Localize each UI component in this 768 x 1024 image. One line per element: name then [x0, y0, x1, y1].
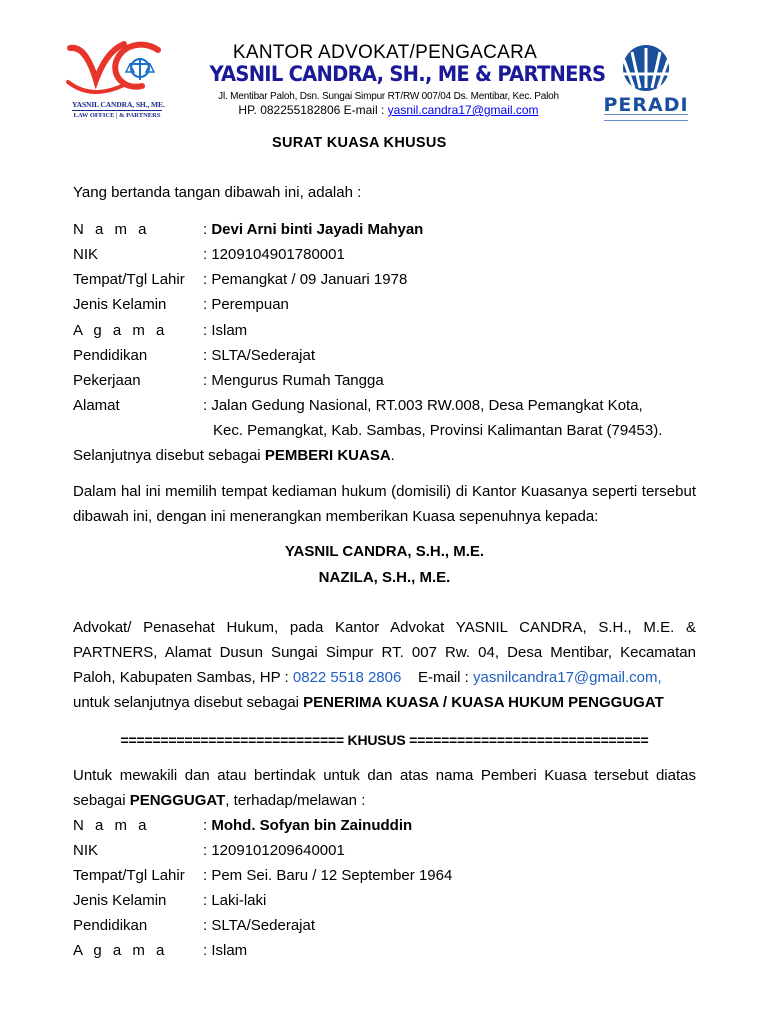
letterhead-firm-name: YASNIL CANDRA, SH., ME & PARTNERS — [209, 62, 606, 86]
peradi-wordmark: PERADI — [603, 94, 689, 116]
pemberi-jk-label: Jenis Kelamin — [73, 296, 167, 313]
tergugat-pendidikan-label: Pendidikan — [73, 917, 148, 934]
pemberi-nik-label: NIK — [73, 246, 99, 263]
tergugat-ttl-label: Tempat/Tgl Lahir — [73, 867, 185, 884]
tergugat-pendidikan-value: : SLTA/Sederajat — [203, 917, 316, 934]
tergugat-nik-value: : 1209101209640001 — [203, 842, 345, 859]
tergugat-agama-value: : Islam — [203, 942, 248, 959]
pemberi-nik-value: : 1209104901780001 — [203, 246, 345, 263]
intro-text: Yang bertanda tangan dibawah ini, adalah : — [73, 184, 362, 201]
pemberi-jk-value: : Perempuan — [203, 296, 289, 313]
tergugat-ttl-value: : Pem Sei. Baru / 12 September 1964 — [203, 867, 453, 884]
pemberi-alamat-value-2: Kec. Pemangkat, Kab. Sambas, Provinsi Kalimantan Barat (79453). — [213, 422, 663, 439]
advokat-email[interactable]: yasnilcandra17@gmail.com, — [473, 669, 662, 686]
pemberi-ttl-value: : Pemangkat / 09 Januari 1978 — [203, 271, 408, 288]
advokat-email-label: E-mail : — [401, 669, 474, 686]
pemberi-nama-label: N a m a — [73, 221, 151, 238]
kuasa-name-2: NAZILA, S.H., M.E. — [318, 569, 451, 586]
letterhead-email-link[interactable]: yasnil.candra17@gmail.com — [387, 103, 539, 117]
tergugat-nama: Mohd. Sofyan bin Zainuddin — [211, 817, 413, 834]
pemberi-kuasa-suffix: . — [390, 447, 395, 464]
letterhead-phone: HP. 082255182806 E-mail : — [238, 103, 388, 117]
pemberi-pekerjaan-value: : Mengurus Rumah Tangga — [203, 372, 384, 389]
pemberi-agama-value: : Islam — [203, 322, 248, 339]
document-title: SURAT KUASA KHUSUS — [272, 135, 447, 151]
pemberi-pekerjaan-label: Pekerjaan — [73, 372, 141, 389]
domisili-paragraph: Dalam hal ini memilih tempat kediaman hukum (domisili) di Kantor Kuasanya seperti tersebut dibawah ini, dengan ini menerangkan memberikan Kuasa sepenuhnya kepada: — [73, 483, 696, 525]
pemberi-nama-value: : Devi Arni binti Jayadi Mahyan — [203, 221, 424, 238]
peradi-subtitle-lines — [604, 114, 688, 121]
penggugat-term: PENGGUGAT — [129, 792, 226, 809]
pemberi-pendidikan-label: Pendidikan — [73, 347, 148, 364]
letterhead-contact — [196, 103, 581, 117]
kuasa-name-1: YASNIL CANDRA, S.H., M.E. — [284, 543, 485, 560]
pemberi-agama-label: A g a m a — [73, 322, 168, 339]
logo-caption-name: YASNIL CANDRA, SH., ME. — [72, 100, 165, 109]
penerima-kuasa-term: PENERIMA KUASA / KUASA HUKUM PENGGUGAT — [303, 694, 664, 711]
tergugat-jk-label: Jenis Kelamin — [73, 892, 167, 909]
pemberi-ttl-label: Tempat/Tgl Lahir — [73, 271, 185, 288]
firm-logo — [66, 40, 164, 122]
mewakili-paragraph — [73, 763, 696, 813]
peradi-emblem-icon — [600, 44, 692, 94]
pemberi-alamat-label: Alamat — [73, 397, 120, 414]
firm-logo-icon — [66, 40, 164, 100]
letterhead-office-type: KANTOR ADVOKAT/PENGACARA — [232, 42, 538, 63]
khusus-divider: ============================ KHUSUS ============================== — [120, 732, 649, 748]
advokat-paragraph — [73, 615, 696, 715]
pemberi-kuasa-prefix: Selanjutnya disebut sebagai — [73, 447, 265, 464]
pemberi-pendidikan-value: : SLTA/Sederajat — [203, 347, 316, 364]
pemberi-nama: Devi Arni binti Jayadi Mahyan — [211, 221, 424, 238]
letterhead-address: Jl. Mentibar Paloh, Dsn. Sungai Simpur RT/RW 007/04 Ds. Mentibar, Kec. Paloh — [218, 91, 559, 102]
pemberi-kuasa-line — [73, 447, 395, 465]
mewakili-text: Untuk mewakili dan atau bertindak untuk dan atas nama Pemberi Kuasa tersebut diatas sebagai — [73, 767, 696, 809]
tergugat-jk-value: : Laki-laki — [203, 892, 267, 909]
pemberi-kuasa-term: PEMBERI KUASA — [264, 447, 391, 464]
tergugat-agama-label: A g a m a — [73, 942, 168, 959]
peradi-logo — [600, 44, 692, 120]
logo-caption-office: LAW OFFICE | & PARTNERS — [73, 112, 161, 119]
advokat-phone: 0822 5518 2806 — [292, 669, 402, 686]
advokat-text: Advokat/ Penasehat Hukum, pada Kantor Advokat YASNIL CANDRA, S.H., M.E. & PARTNERS, Alamat Dusun Sungai Simpur RT. 007 Rw. 04, Desa Mentibar, Kecamatan Paloh, Kabupaten Sambas, HP : — [73, 619, 696, 686]
pemberi-alamat-value-1: : Jalan Gedung Nasional, RT.003 RW.008, Desa Pemangkat Kota, — [203, 397, 643, 414]
tergugat-nama-label: N a m a — [73, 817, 151, 834]
advokat-last-prefix: untuk selanjutnya disebut sebagai — [73, 694, 304, 711]
mewakili-suffix: , terhadap/melawan : — [225, 792, 366, 809]
tergugat-nama-value: : Mohd. Sofyan bin Zainuddin — [203, 817, 413, 834]
tergugat-nik-label: NIK — [73, 842, 99, 859]
